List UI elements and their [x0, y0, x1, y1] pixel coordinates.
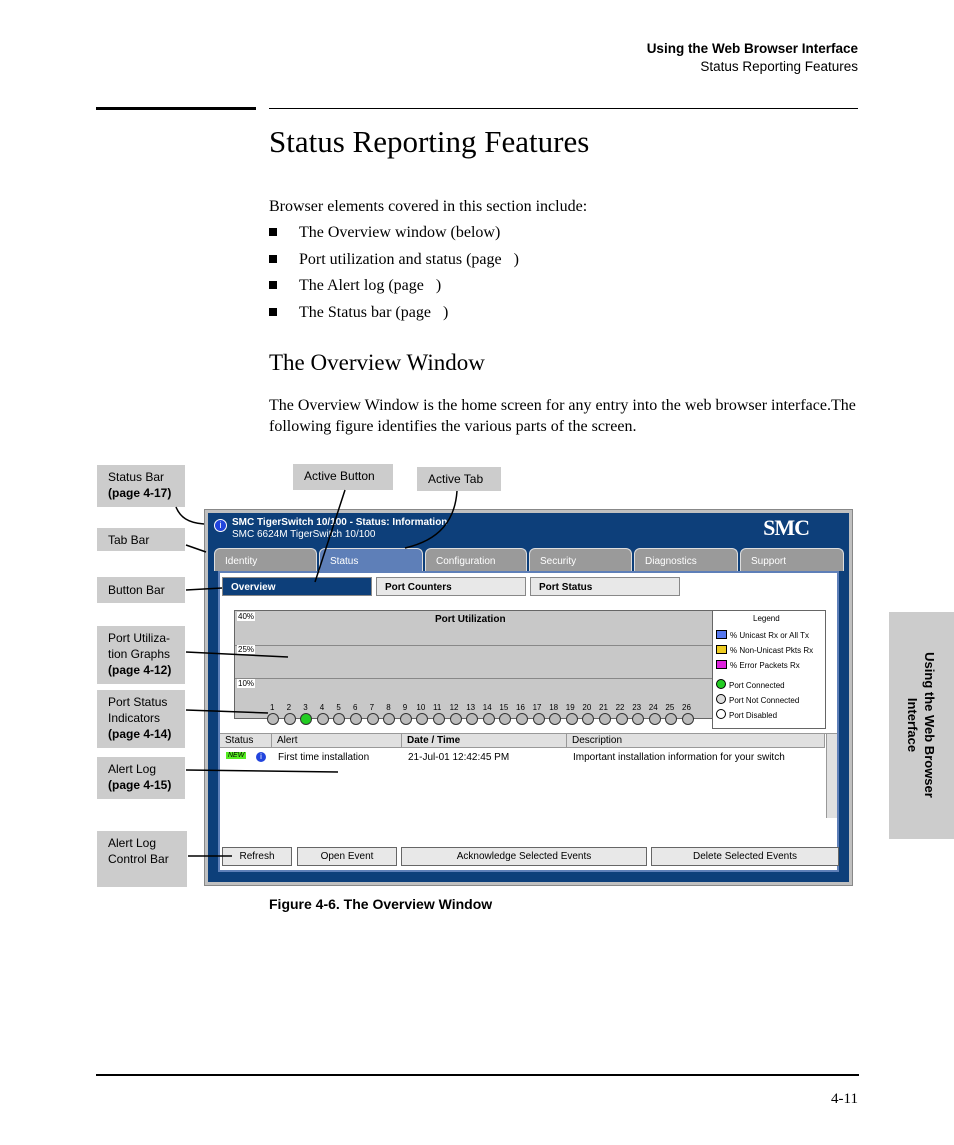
arrow-port-util — [186, 652, 288, 657]
arrow-status-bar — [176, 507, 204, 524]
port-number-label: 21 — [599, 703, 608, 712]
bullet-item: The Alert log (page ) — [269, 277, 669, 295]
legend-title: Legend — [753, 614, 780, 623]
arrow-alert-log — [186, 770, 338, 772]
port-number-label: 23 — [632, 703, 642, 712]
alert-column-date[interactable]: Date / Time — [402, 734, 567, 748]
port-number-label: 10 — [416, 703, 426, 712]
graph-level-label: 40% — [238, 612, 255, 621]
alert-column-status[interactable]: Status — [220, 734, 272, 748]
arrow-button-bar — [186, 588, 222, 590]
alert-column-description[interactable]: Description — [567, 734, 825, 748]
port-number-label: 20 — [582, 703, 592, 712]
intro-text: Browser elements covered in this section include: — [269, 198, 588, 215]
legend-item: Port Disabled — [716, 709, 777, 720]
alert-column-alert[interactable]: Alert — [272, 734, 402, 748]
port-number-label: 7 — [369, 703, 375, 712]
delete-events-button[interactable]: Delete Selected Events — [651, 847, 839, 866]
new-badge-icon: NEW — [228, 752, 245, 759]
port-number-label: 18 — [549, 703, 559, 712]
running-header-chapter: Using the Web Browser Interface — [646, 41, 858, 56]
status-bar-title: SMC TigerSwitch 10/100 - Status: Information — [232, 517, 448, 528]
port-number-label: 8 — [386, 703, 391, 712]
legend-item: Port Connected — [716, 679, 785, 690]
arrow-port-status — [186, 710, 268, 713]
side-thumb-tab-label: Using the Web Browser Interface — [905, 652, 937, 798]
callout-status-bar: Status Bar (page 4-17) — [97, 465, 185, 507]
info-icon: i — [214, 519, 227, 532]
port-number-label: 14 — [482, 703, 492, 712]
tab-security[interactable]: Security — [529, 548, 632, 571]
bullet-item: Port utilization and status (page ) — [269, 251, 669, 269]
port-status-button[interactable]: Port Status — [530, 577, 680, 596]
alert-row-date[interactable]: 21-Jul-01 12:42:45 PM — [408, 752, 510, 763]
callout-active-tab: Active Tab — [417, 467, 501, 491]
port-number-label: 11 — [433, 703, 442, 712]
port-number-label: 4 — [319, 703, 325, 712]
port-number-label: 12 — [449, 703, 459, 712]
open-event-button[interactable]: Open Event — [297, 847, 397, 866]
port-number-label: 17 — [532, 703, 542, 712]
port-number-label: 16 — [516, 703, 525, 712]
smc-logo: SMC — [763, 515, 809, 540]
port-number-label: 19 — [565, 703, 575, 712]
tab-configuration[interactable]: Configuration — [425, 548, 527, 571]
graph-level-label: 10% — [238, 679, 255, 688]
port-number-label: 1 — [270, 703, 275, 712]
arrow-active-tab — [405, 491, 457, 548]
bullet-item: The Status bar (page ) — [269, 304, 669, 322]
overview-button[interactable]: Overview — [222, 577, 372, 596]
info-icon: i — [256, 752, 266, 762]
alert-row-alert[interactable]: First time installation — [278, 752, 370, 763]
tab-support[interactable]: Support — [740, 548, 844, 571]
alert-row-description[interactable]: Important installation information for your switch — [573, 752, 785, 763]
acknowledge-events-button[interactable]: Acknowledge Selected Events — [401, 847, 647, 866]
legend-item: % Unicast Rx or All Tx — [716, 630, 809, 640]
graph-level-label: 25% — [238, 645, 255, 654]
page-number: 4-11 — [831, 1091, 858, 1107]
legend-item: % Error Packets Rx — [716, 660, 800, 670]
status-bar-subtitle: SMC 6624M TigerSwitch 10/100 — [232, 529, 376, 540]
tab-status[interactable]: Status — [319, 548, 423, 571]
port-number-label: 5 — [336, 703, 341, 712]
section-heading: The Overview Window — [269, 350, 485, 375]
port-number-label: 3 — [303, 703, 308, 712]
port-number-label: 24 — [648, 703, 658, 712]
port-counters-button[interactable]: Port Counters — [376, 577, 526, 596]
bullet-item: The Overview window (below) — [269, 224, 669, 242]
port-number-label: 9 — [402, 703, 408, 712]
port-number-label: 22 — [615, 703, 625, 712]
tab-diagnostics[interactable]: Diagnostics — [634, 548, 738, 571]
figure-caption: Figure 4-6. The Overview Window — [269, 896, 493, 912]
port-number-label: 26 — [682, 703, 691, 712]
tab-identity[interactable]: Identity — [214, 548, 317, 571]
port-number-label: 13 — [466, 703, 476, 712]
callout-tab-bar: Tab Bar — [97, 528, 185, 551]
running-header-section: Status Reporting Features — [700, 59, 858, 74]
page-title: Status Reporting Features — [269, 124, 590, 159]
legend-item: % Non-Unicast Pkts Rx — [716, 645, 813, 655]
callout-button-bar: Button Bar — [97, 577, 185, 603]
graph-title: Port Utilization — [435, 614, 506, 625]
callout-port-utilization: Port Utiliza- tion Graphs (page 4-12) — [97, 626, 185, 684]
callout-port-status: Port Status Indicators (page 4-14) — [97, 690, 185, 748]
arrow-active-button — [315, 490, 345, 582]
footer-rule — [96, 1074, 859, 1076]
body-paragraph: The Overview Window is the home screen for any entry into the web browser interface.The following figure identifies the various parts of the screen. — [269, 397, 856, 435]
callout-alert-log: Alert Log (page 4-15) — [97, 757, 185, 799]
refresh-button[interactable]: Refresh — [222, 847, 292, 866]
callout-active-button: Active Button — [293, 464, 393, 490]
port-number-label: 15 — [499, 703, 509, 712]
port-number-label: 6 — [353, 703, 358, 712]
port-number-label: 25 — [665, 703, 675, 712]
port-number-label: 2 — [286, 703, 292, 712]
legend-item: Port Not Connected — [716, 694, 799, 705]
callout-alert-control-bar: Alert Log Control Bar — [97, 831, 187, 887]
arrow-tab-bar — [186, 545, 206, 552]
